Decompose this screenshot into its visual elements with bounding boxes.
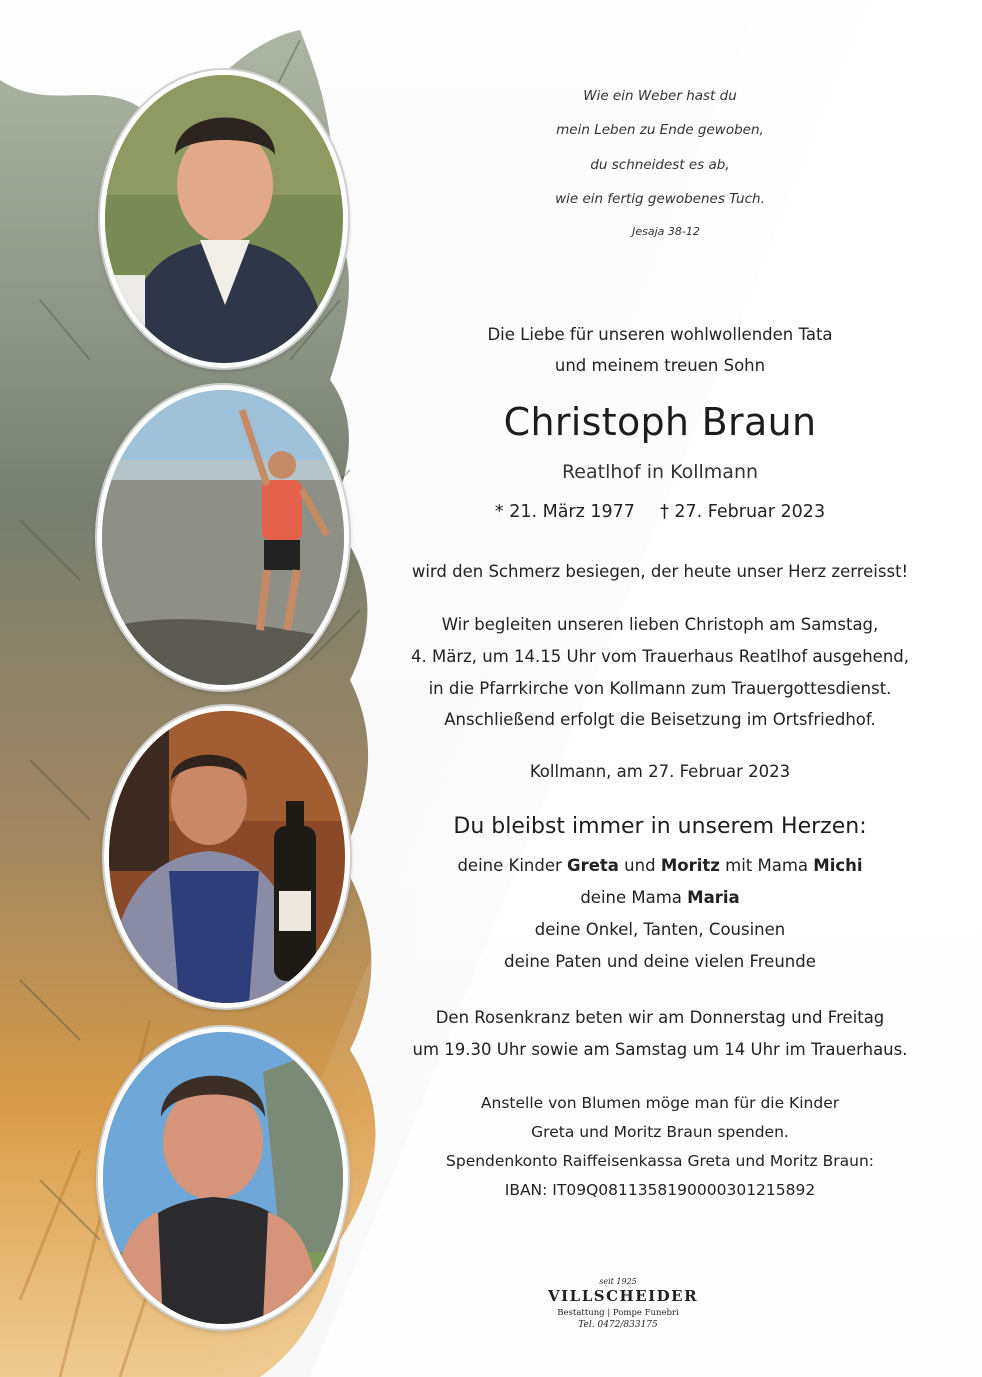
statement: wird den Schmerz besiegen, der heute unser Herz zerreisst! [411,562,909,581]
mourner-name: Michi [813,856,863,875]
verse-line-2: mein Leben zu Ende gewoben, [556,122,764,138]
death-date: † 27. Februar 2023 [660,502,826,522]
funeral-line-1: Wir begleiten unseren lieben Christoph am Samstag, [441,615,879,634]
funeral-line-3: in die Pfarrkirche von Kollmann zum Trauergottesdienst. [428,679,892,698]
rosary-line-1: Den Rosenkranz beten wir am Donnerstag und Freitag [435,1008,885,1027]
logo-brand: VILLSCHEIDER [548,1287,699,1305]
mourner-name: Moritz [660,856,720,875]
portrait-photo-2 [97,385,349,690]
mourner-name: Maria [687,888,740,907]
mourners-line-4: deine Paten und deine vielen Freunde [504,952,816,971]
deceased-place: Reatlhof in Kollmann [561,461,759,483]
mourners-text: und [618,856,661,875]
birth-date: * 21. März 1977 [494,502,635,522]
logo-phone: Tel. 0472/833175 [578,1320,658,1330]
portrait-photo-icon [103,1032,343,1324]
portrait-photo-icon [102,390,344,685]
funeral-home-logo [548,1277,699,1330]
obituary-text [360,0,960,1377]
mourner-name: Greta [567,856,619,875]
donation-line-1: Anstelle von Blumen möge man für die Kinder [480,1094,840,1112]
dateline: Kollmann, am 27. Februar 2023 [529,762,791,781]
verse-source: Jesaja 38-12 [632,225,700,238]
funeral-line-4: Anschließend erfolgt die Beisetzung im Ortsfriedhof. [444,710,876,729]
portrait-photo-3 [104,706,350,1008]
mourners-heading: Du bleibst immer in unserem Herzen: [453,814,867,839]
intro-line-2: und meinem treuen Sohn [554,356,766,375]
portrait-photo-4 [98,1027,348,1329]
verse-line-4: wie ein fertig gewobenes Tuch. [555,191,765,207]
mourners-text: deine Kinder [457,856,568,875]
logo-tagline: Bestattung | Pompe Funebri [557,1308,679,1318]
mourners-line-1 [360,856,960,875]
mourners-line-2 [360,888,960,907]
portrait-photo-icon [109,711,345,1003]
portrait-photo-1 [100,70,348,368]
verse-line-3: du schneidest es ab, [590,157,730,173]
life-dates [360,502,960,522]
logo-since: seit 1925 [599,1277,637,1286]
funeral-line-2: 4. März, um 14.15 Uhr vom Trauerhaus Reatlhof ausgehend, [410,647,909,666]
rosary-line-2: um 19.30 Uhr sowie am Samstag um 14 Uhr im Trauerhaus. [412,1040,908,1059]
verse-line-1: Wie ein Weber hast du [583,88,737,104]
portrait-photo-icon [105,75,343,363]
donation-line-4: IBAN: IT09Q0811358190000301215892 [504,1181,816,1199]
mourners-text: mit Mama [719,856,814,875]
donation-line-3: Spendenkonto Raiffeisenkassa Greta und Moritz Braun: [446,1152,874,1170]
mourners-line-3: deine Onkel, Tanten, Cousinen [534,920,786,939]
mourners-text: deine Mama [580,888,688,907]
intro-line-1: Die Liebe für unseren wohlwollenden Tata [487,325,833,344]
donation-line-2: Greta und Moritz Braun spenden. [531,1123,789,1141]
deceased-name: Christoph Braun [503,400,817,444]
